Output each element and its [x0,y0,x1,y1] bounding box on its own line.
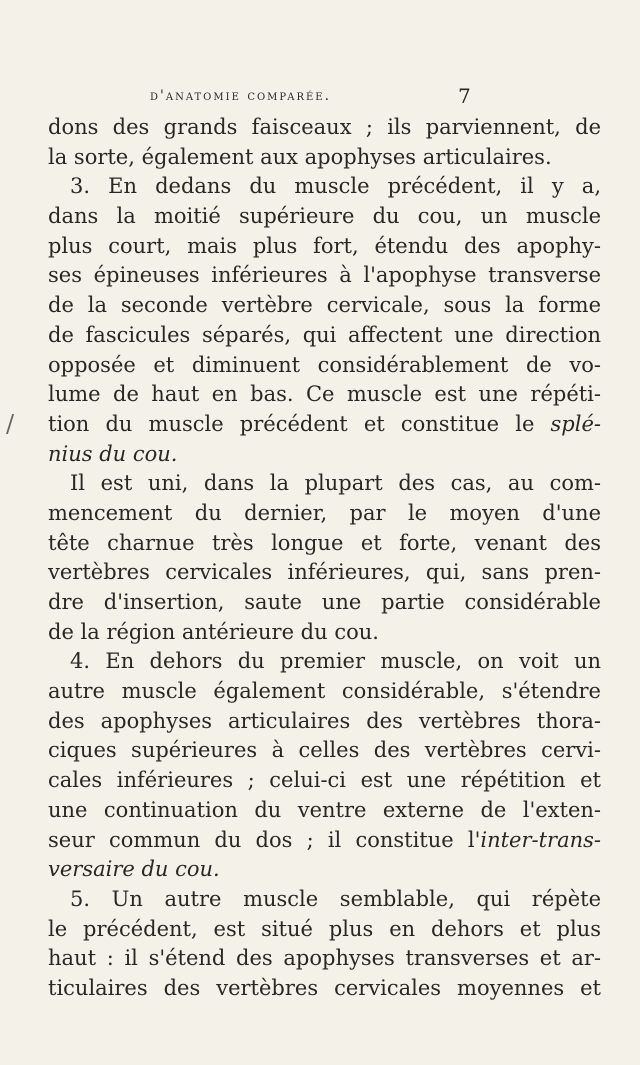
text-line-with-italic [48,826,601,856]
text-line: des apophyses articulaires des vertèbres thora- [48,708,601,733]
text-line: lume de haut en bas. Ce muscle est une répéti- [48,382,601,407]
text-line: dans la moitié supérieure du cou, un muscle [48,204,601,229]
text-line: dre d'insertion, saute une partie considérable [48,590,601,614]
paragraph-start: 5. Un autre muscle semblable, qui répète [70,886,601,911]
italic-term: splé- [550,411,601,436]
body-text [48,113,601,1004]
text-line: ciques supérieures à celles des vertèbres cervi- [48,738,601,763]
text-line-with-italic [48,410,601,440]
running-header [150,84,570,108]
text-line: de fascicules séparés, qui affectent une direction [48,322,601,347]
text-line: le précédent, est situé plus en dehors et plus [48,916,601,941]
italic-term: nius du cou. [48,441,178,466]
paragraph-start: 3. En dedans du muscle précédent, il y a, [70,174,601,199]
text-line: dons des grands faisceaux ; ils parviennent, de [48,115,601,139]
text-line: mencement du dernier, par le moyen d'une [48,500,601,525]
text-line: tête charnue très longue et forte, venant des [48,530,601,555]
text-line: haut : il s'étend des apophyses transverses et ar- [48,946,601,971]
text-line: vertèbres cervicales inférieures, qui, sans pren- [48,560,601,585]
text-line: ses épineuses inférieures à l'apophyse transverse [48,263,601,288]
text-line: autre muscle également considérable, s'étendre [48,679,601,704]
page-number: 7 [458,84,471,108]
text-line: de la seconde vertèbre cervicale, sous la forme [48,293,601,318]
margin-mark: / [6,410,15,438]
running-title: d'anatomie comparée. [150,88,332,104]
text-line: ticulaires des vertèbres cervicales moyennes et [48,975,601,1000]
text-line: cales inférieures ; celui-ci est une répétition et [48,768,601,793]
italic-term: versaire du cou. [48,857,220,882]
text-line: la sorte, également aux apophyses articulaires. [48,144,552,169]
italic-term: inter-trans- [480,827,601,852]
text-line: une continuation du ventre externe de l'exten- [48,797,601,822]
paragraph-start: Il est uni, dans la plupart des cas, au com- [70,471,601,496]
text-line: opposée et diminuent considérablement de vo- [48,352,601,377]
text-segment: tion du muscle précédent et constitue le [48,411,535,436]
text-segment: seur commun du dos ; il constitue l' [48,827,481,852]
text-line: de la région antérieure du cou. [48,619,379,644]
paragraph-start: 4. En dehors du premier muscle, on voit un [70,649,601,674]
text-line: plus court, mais plus fort, étendu des apophy- [48,233,601,258]
